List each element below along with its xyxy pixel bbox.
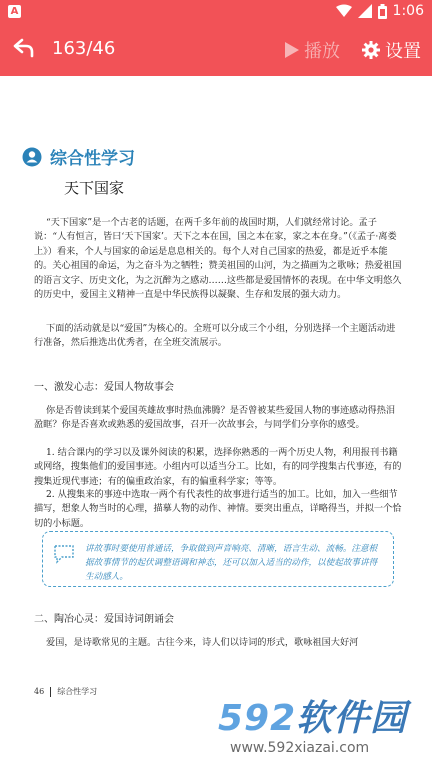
watermark-url: www.592xiazai.com — [230, 740, 370, 756]
section-heading: 一、激发心志：爱国人物故事会 — [34, 382, 174, 393]
play-label: 播放 — [304, 41, 340, 62]
section-paragraph: 2. 从搜集来的事迹中选取一两个有代表性的故事进行适当的加工。比如，加入一些细节描写，想象人物当时的心理，描摹人物的动作、神情。要突出重点，详略得当，并拟一个恰切的小标题。 — [34, 489, 402, 529]
section-paragraph: 爱国，是诗歌常见的主题。古往今来，诗人们以诗词的形式，歌咏祖国大好河 — [45, 637, 359, 648]
book-page[interactable] — [0, 76, 432, 768]
gear-icon — [362, 41, 380, 59]
page-footer — [34, 686, 97, 697]
footer-divider — [50, 687, 51, 697]
section-paragraph: 你是否曾读到某个爱国英雄故事时热血沸腾？是否曾被某些爱国人物的事迹感动得热泪盈眶？你是否喜欢或熟悉的爱国故事，召开一次故事会，与同学们分享你的感受。 — [34, 405, 396, 431]
play-icon — [284, 41, 300, 59]
battery-icon — [378, 4, 387, 19]
status-time: 1:06 — [392, 3, 424, 19]
speech-bubble-icon — [53, 544, 75, 564]
footer-section-label: 综合性学习 — [57, 687, 98, 696]
settings-label: 设置 — [385, 41, 421, 62]
status-bar — [0, 0, 432, 24]
wifi-icon — [336, 4, 352, 18]
watermark-logo-number: 592 — [218, 698, 297, 739]
intro-paragraph: 下面的活动就是以“爱国”为核心的。全班可以分成三个小组，分别选择一个主题活动进行准备，然后推选出优秀者，在全班交流展示。 — [34, 323, 396, 349]
intro-paragraph: “天下国家”是一个古老的话题，在两千多年前的战国时期，人们就经常讨论。孟子说：“人有恒言，皆曰‘天下国家’。天下之本在国，国之本在家，家之本在身。”（《孟子·离娄上》）看来，个人与国家的命运是息息相关的。每个人对自己国家的热爱，都是近乎本能的。关心祖国的命运，为之奋斗为之牺牲；赞美祖国的山河，为之描画为之歌咏；热爱祖国的语言文字、历史文化，为之沉醉为之感动……这些都是爱国情怀的表现。在中华文明悠久的历史中，爱国主义精神一直是中华民族得以凝聚、生存和发展的强大动力。 — [34, 217, 402, 301]
section-header — [22, 144, 135, 169]
reader-toolbar — [0, 24, 432, 76]
section-paragraph: 1. 结合课内的学习以及课外阅读的积累，选择你熟悉的一两个历史人物，利用报刊书籍或网络，搜集他们的爱国事迹。小组内可以适当分工。比如，有的同学搜集古代事迹，有的搜集近现代事迹；有的偏重政治家，有的偏重科学家；等等。 — [34, 447, 402, 487]
status-icons — [336, 3, 424, 19]
page-counter: 163/46 — [52, 38, 116, 59]
learning-person-icon — [22, 147, 42, 167]
page-title: 天下国家 — [64, 179, 125, 197]
tip-text: 讲故事时要使用普通话，争取做到声音响亮、清晰，语言生动、流畅。注意根据故事情节的起伏调整语调和神态，还可以加入适当的动作，以使起故事讲得生动感人。 — [85, 544, 378, 582]
tip-box — [42, 531, 394, 587]
footer-page-number: 46 — [34, 687, 45, 696]
site-watermark — [216, 690, 426, 764]
play-button[interactable] — [284, 37, 340, 63]
back-arrow-icon — [12, 36, 36, 60]
back-button[interactable] — [12, 36, 40, 64]
section-heading: 二、陶冶心灵：爱国诗词朗诵会 — [34, 614, 174, 625]
watermark-logo-text: 软件园 — [296, 698, 408, 739]
signal-icon — [358, 4, 372, 18]
watermark-logo — [218, 690, 407, 741]
notification-icon: A — [8, 5, 21, 18]
section-title: 综合性学习 — [50, 149, 135, 169]
settings-button[interactable] — [362, 37, 421, 63]
